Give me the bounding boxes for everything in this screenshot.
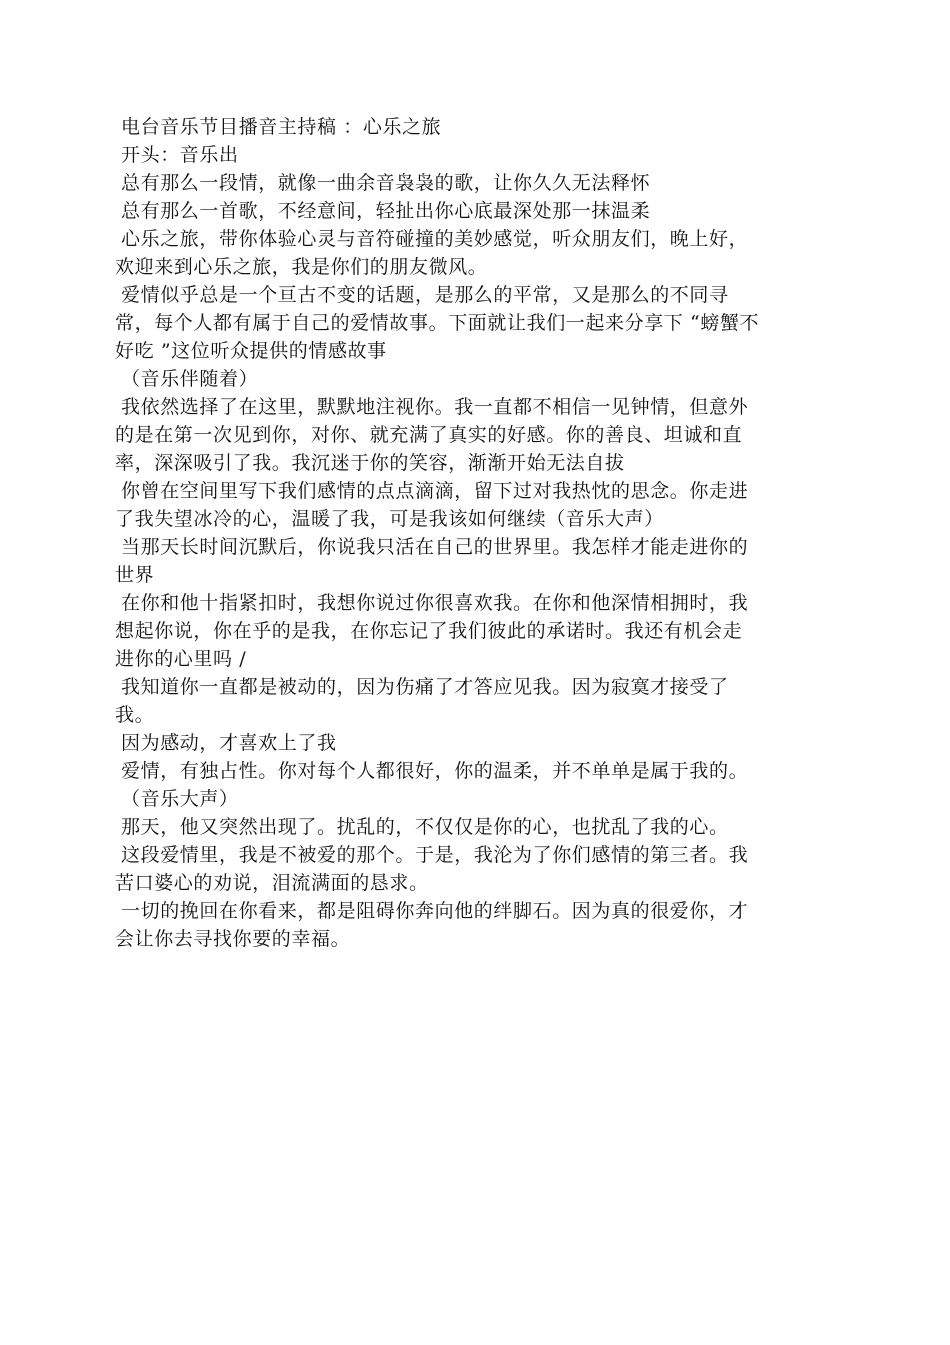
- paragraph: （音乐伴随着）: [121, 368, 259, 390]
- paragraph: 爱情似乎总是一个亘古不变的话题，是那么的平常，又是那么的不同寻常，每个人都有属于自己的爱情故事。下面就让我们一起来分享下 “螃蟹不好吃 ”这位听众提供的情感故事: [115, 284, 760, 362]
- document-body: [115, 113, 760, 953]
- paragraph: 你曾在空间里写下我们感情的点点滴滴，留下过对我热忱的思念。你走进了我失望冰冷的心，温暖了我，可是我该如何继续（音乐大声）: [115, 480, 749, 530]
- paragraph: 我依然选择了在这里，默默地注视你。我一直都不相信一见钟情，但意外的是在第一次见到你，对你、就充满了真实的好感。你的善良、坦诚和直率，深深吸引了我。我沉迷于你的笑容，渐渐开始无法自拔: [115, 396, 749, 474]
- paragraph: 那天，他又突然出现了。扰乱的，不仅仅是你的心，也扰乱了我的心。: [121, 816, 729, 838]
- paragraph: 一切的挽回在你看来，都是阻碍你奔向他的绊脚石。因为真的很爱你，才会让你去寻找你要的幸福。: [115, 900, 749, 950]
- paragraph: 爱情，有独占性。你对每个人都很好，你的温柔，并不单单是属于我的。: [121, 760, 749, 782]
- paragraph: 在你和他十指紧扣时，我想你说过你很喜欢我。在你和他深情相拥时，我想起你说，你在乎的是我，在你忘记了我们彼此的承诺时。我还有机会走进你的心里吗 /: [115, 592, 749, 670]
- paragraph: （音乐大声）: [121, 788, 239, 810]
- paragraph: 因为感动，才喜欢上了我: [121, 732, 337, 754]
- paragraph: 当那天长时间沉默后，你说我只活在自己的世界里。我怎样才能走进你的世界: [115, 536, 749, 586]
- document-title: 电台音乐节目播音主持稿 ：心乐之旅: [121, 116, 442, 138]
- paragraph: 心乐之旅，带你体验心灵与音符碰撞的美妙感觉，听众朋友们，晚上好，欢迎来到心乐之旅，我是你们的朋友微风。: [115, 228, 749, 278]
- paragraph: 总有那么一段情，就像一曲余音袅袅的歌，让你久久无法释怀: [121, 172, 651, 194]
- paragraph: 总有那么一首歌，不经意间，轻扯出你心底最深处那一抹温柔: [121, 200, 651, 222]
- paragraph: 开头：音乐出: [121, 144, 239, 166]
- paragraph: 这段爱情里，我是不被爱的那个。于是，我沦为了你们感情的第三者。我苦口婆心的劝说，泪流满面的恳求。: [115, 844, 749, 894]
- paragraph: 我知道你一直都是被动的，因为伤痛了才答应见我。因为寂寞才接受了我。: [115, 676, 729, 726]
